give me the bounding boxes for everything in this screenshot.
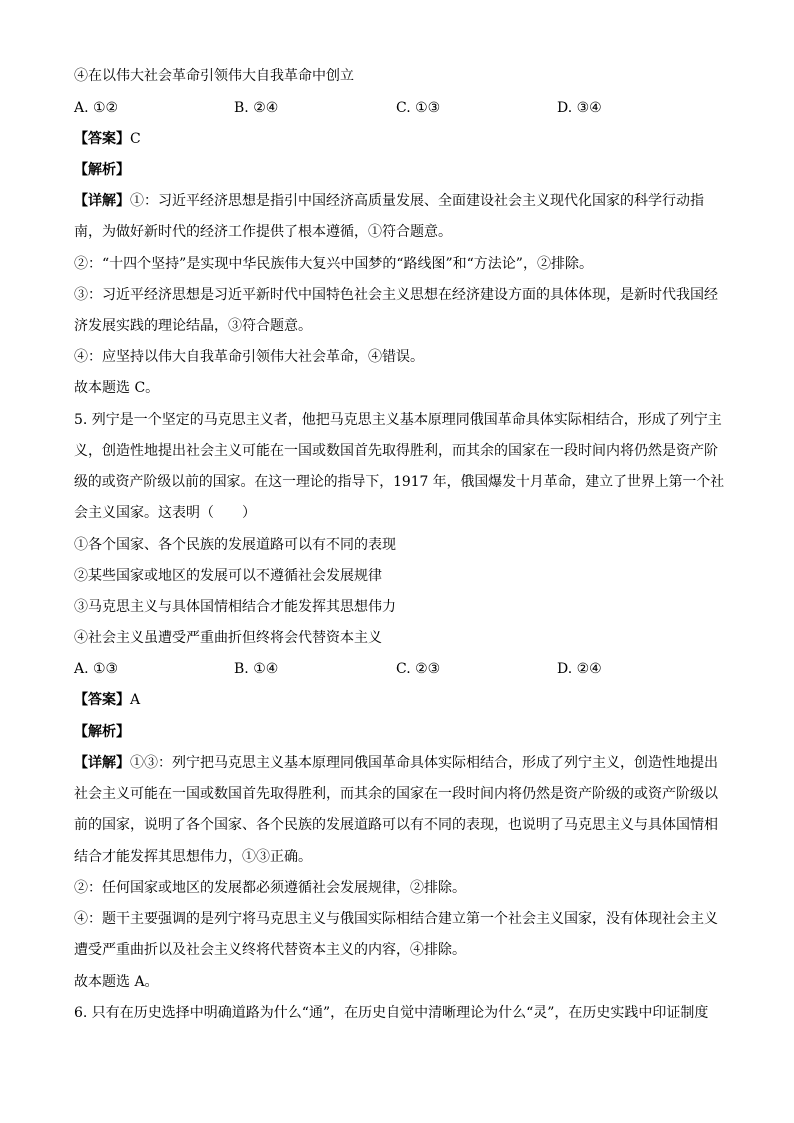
q4-analysis-label: 【解析】 — [74, 162, 130, 178]
detail-text: ①：习近平经济思想是指引中国经济高质量发展、全面建设社会主义现代化国家的科学行动指 — [130, 193, 704, 209]
q5-detail-line-5: ②：任何国家或地区的发展都必须遵循社会发展规律，②排除。 — [74, 880, 466, 896]
q5-detail-line-4: 结合才能发挥其思想伟力，①③正确。 — [74, 849, 312, 865]
q5-stem-line-4: 会主义国家。这表明（ ） — [74, 505, 256, 521]
q4-conclusion: 故本题选 C。 — [74, 380, 160, 396]
q6-stem-line-1: 6. 只有在历史选择中明确道路为什么“通”，在历史自觉中清晰理论为什么“灵”，在历史实践中印证制度 — [74, 1005, 709, 1021]
q4-detail-line-3: ②：“十四个坚持”是实现中华民族伟大复兴中国梦的“路线图”和“方法论”，②排除。 — [74, 256, 593, 272]
q5-item-2: ②某些国家或地区的发展可以不遵循社会发展规律 — [74, 568, 382, 584]
q5-stem-line-1: 5. 列宁是一个坚定的马克思主义者，他把马克思主义基本原理同俄国革命具体实际相结合，形成了列宁主 — [74, 412, 722, 428]
q5-detail-line-6: ④：题干主要强调的是列宁将马克思主义与俄国实际相结合建立第一个社会主义国家，没有体现社会主义 — [74, 911, 718, 927]
q5-detail-line-3: 前的国家，说明了各个国家、各个民族的发展道路可以有不同的表现，也说明了马克思主义与具体国情相 — [74, 817, 718, 833]
q5-stem-line-3: 级的或资产阶级以前的国家。在这一理论的指导下，1917 年，俄国爆发十月革命，建立了世界上第一个社 — [74, 474, 725, 490]
q4-detail-line-6: ④：应坚持以伟大自我革命引领伟大社会革命，④错误。 — [74, 349, 424, 365]
q5-option-c: C. ②③ — [396, 661, 441, 677]
detail-label: 【详解】 — [74, 755, 130, 771]
q5-stem-line-2: 义，创造性地提出社会主义可能在一国或数国首先取得胜利，而其余的国家在一段时间内将仍然是资产阶 — [74, 443, 718, 459]
q5-option-b: B. ①④ — [234, 661, 279, 677]
q4-detail-line-5: 济发展实践的理论结晶，③符合题意。 — [74, 318, 312, 334]
q5-item-3: ③马克思主义与具体国情相结合才能发挥其思想伟力 — [74, 599, 396, 615]
q5-answer — [74, 690, 140, 710]
answer-value: C — [130, 131, 141, 147]
q4-option-a: A. ①② — [74, 100, 119, 116]
detail-label: 【详解】 — [74, 193, 130, 209]
q5-detail-line-2: 社会主义可能在一国或数国首先取得胜利，而其余的国家在一段时间内将仍然是资产阶级的或资产阶级以 — [74, 786, 718, 802]
q5-conclusion: 故本题选 A。 — [74, 974, 159, 990]
answer-label: 【答案】 — [74, 131, 130, 147]
q4-detail-line-4: ③：习近平经济思想是习近平新时代中国特色社会主义思想在经济建设方面的具体体现，是新时代我国经 — [74, 287, 718, 303]
answer-value: A — [130, 692, 141, 708]
answer-label: 【答案】 — [74, 692, 130, 708]
q4-detail-line-1 — [74, 191, 704, 211]
q5-item-1: ①各个国家、各个民族的发展道路可以有不同的表现 — [74, 537, 396, 553]
q4-option-b: B. ②④ — [234, 100, 279, 116]
q4-detail-line-2: 南，为做好新时代的经济工作提供了根本遵循，①符合题意。 — [74, 224, 452, 240]
detail-text: ①③：列宁把马克思主义基本原理同俄国革命具体实际相结合，形成了列宁主义，创造性地提出 — [130, 755, 718, 771]
q5-detail-line-1 — [74, 753, 718, 773]
q4-answer — [74, 129, 141, 149]
q4-option-c: C. ①③ — [396, 100, 441, 116]
q5-analysis-label: 【解析】 — [74, 724, 130, 740]
q5-option-d: D. ②④ — [557, 661, 602, 677]
q5-detail-line-7: 遭受严重曲折以及社会主义终将代替资本主义的内容，④排除。 — [74, 942, 466, 958]
q5-item-4: ④社会主义虽遭受严重曲折但终将会代替资本主义 — [74, 630, 382, 646]
q5-option-a: A. ①③ — [74, 661, 119, 677]
q4-option-d: D. ③④ — [557, 100, 602, 116]
q4-item-4: ④在以伟大社会革命引领伟大自我革命中创立 — [74, 68, 354, 84]
